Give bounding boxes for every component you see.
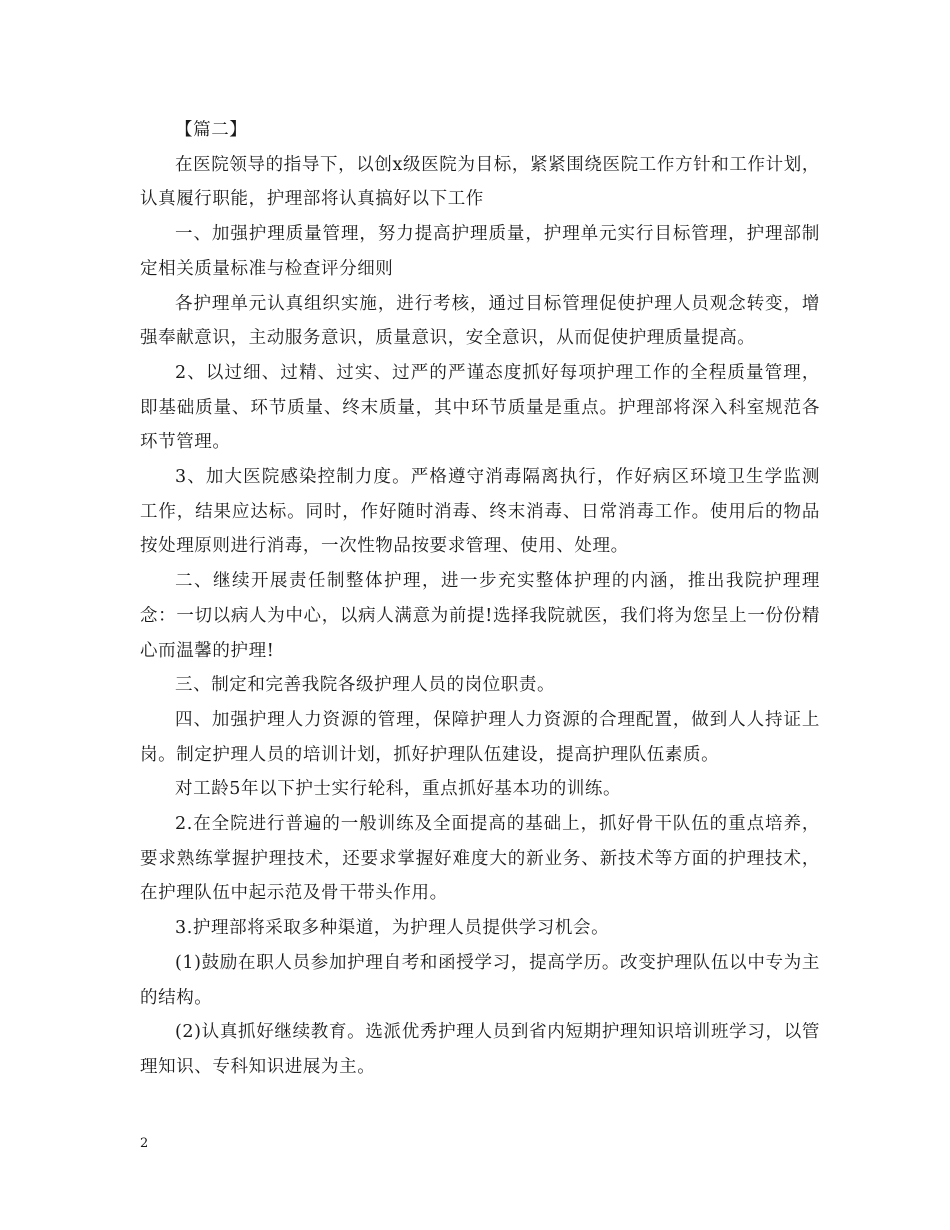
paragraph: 四、加强护理人力资源的管理，保障护理人力资源的合理配置，做到人人持证上岗。制定护理人员的培训计划，抓好护理队伍建设，提高护理队伍素质。 [140,709,820,765]
paragraph: 2、以过细、过精、过实、过严的严谨态度抓好每项护理工作的全程质量管理，即基础质量、环节质量、终末质量，其中环节质量是重点。护理部将深入科室规范各环节管理。 [140,362,820,453]
page-number: 2 [140,1136,149,1151]
paragraph: 2.在全院进行普遍的一般训练及全面提高的基础上，抓好骨干队伍的重点培养，要求熟练掌握护理技术，还要求掌握好难度大的新业务、新技术等方面的护理技术，在护理队伍中起示范及骨干带头作用。 [140,814,820,904]
paragraph: 3、加大医院感染控制力度。严格遵守消毒隔离执行，作好病区环境卫生学监测工作，结果应达标。同时，作好随时消毒、终末消毒、日常消毒工作。使用后的物品按处理原则进行消毒，一次性物品按要求管理、使用、处理。 [140,467,820,557]
paragraph: 二、继续开展责任制整体护理，进一步充实整体护理的内涵，推出我院护理理念：一切以病人为中心，以病人满意为前提!选择我院就医，我们将为您呈上一份份精心而温馨的护理! [140,571,820,661]
paragraph: 在医院领导的指导下，以创x级医院为目标，紧紧围绕医院工作方针和工作计划，认真履行职能，护理部将认真搞好以下工作 [140,154,820,210]
paragraph: 对工龄5年以下护士实行轮科，重点抓好基本功的训练。 [175,779,622,800]
paragraph: 各护理单元认真组织实施，进行考核，通过目标管理促使护理人员观念转变，增强奉献意识，主动服务意识，质量意识，安全意识，从而促使护理质量提高。 [140,293,820,349]
paragraph: 3.护理部将采取多种渠道，为护理人员提供学习机会。 [175,918,610,939]
paragraph: 一、加强护理质量管理，努力提高护理质量，护理单元实行目标管理，护理部制定相关质量标准与检查评分细则 [140,224,820,279]
paragraph: (1)鼓励在职人员参加护理自考和函授学习，提高学历。改变护理队伍以中专为主的结构。 [140,952,820,1008]
paragraph: (2)认真抓好继续教育。选派优秀护理人员到省内短期护理知识培训班学习，以管理知识、专科知识进展为主。 [140,1022,820,1077]
document-body [140,113,820,1085]
paragraph: 三、制定和完善我院各级护理人员的岗位职责。 [175,675,556,696]
section-heading: 【篇二】 [175,120,248,140]
